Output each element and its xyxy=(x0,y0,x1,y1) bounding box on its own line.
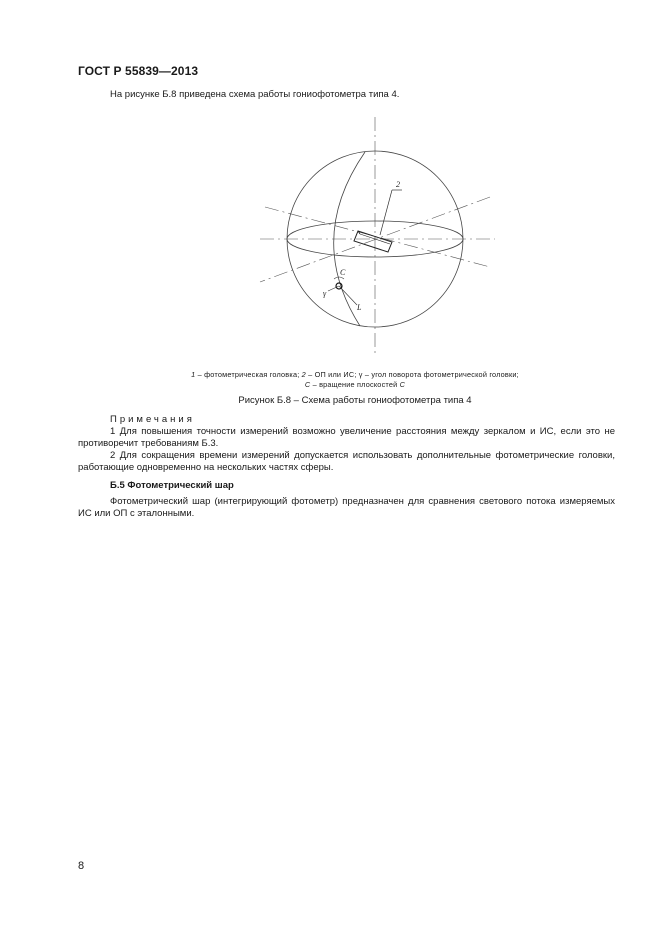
section-title: Б.5 Фотометрический шар xyxy=(110,480,234,491)
figure-caption: Рисунок Б.8 – Схема работы гониофотометра типа 4 xyxy=(238,395,472,406)
section-body: Фотометрический шар (интегрирующий фотометр) предназначен для сравнения светового потока измеряемых ИС или ОП с эталонными. xyxy=(78,496,615,519)
figure-legend-line-2 xyxy=(90,380,620,390)
legend-number-1: 1 xyxy=(191,370,196,379)
notes-title: Примечания xyxy=(110,414,195,425)
note-2: 2 Для сокращения времени измерений допускается использовать дополнительные фотометрические головки, работающие одновременно на нескольких частях сферы. xyxy=(78,450,615,473)
label-c: C xyxy=(340,268,346,277)
page-number: 8 xyxy=(78,860,85,872)
legend-text-3: – вращение плоскостей xyxy=(310,380,400,389)
legend-number-2: 2 xyxy=(301,370,306,379)
legend-c-1: С xyxy=(304,380,311,389)
note-1: 1 Для повышения точности измерений возможно увеличение расстояния между зеркалом и ИС, если это не противоречит требованиям Б.3. xyxy=(78,426,615,449)
label-2: 2 xyxy=(396,180,400,189)
legend-c-2: С xyxy=(399,380,406,389)
figure-legend-line-1 xyxy=(90,370,620,380)
goniophotometer-diagram xyxy=(220,112,540,362)
document-header: ГОСТ Р 55839—2013 xyxy=(78,64,199,78)
label-l: L xyxy=(357,303,362,312)
callout-leader xyxy=(380,190,392,235)
legend-text-2: – ОП или ИС; γ – угол поворота фотометрической головки; xyxy=(305,370,519,379)
legend-text-1: – фотометрическая головка; xyxy=(195,370,302,379)
intro-paragraph: На рисунке Б.8 приведена схема работы гониофотометра типа 4. xyxy=(110,89,400,100)
label-gamma: γ xyxy=(323,289,327,298)
